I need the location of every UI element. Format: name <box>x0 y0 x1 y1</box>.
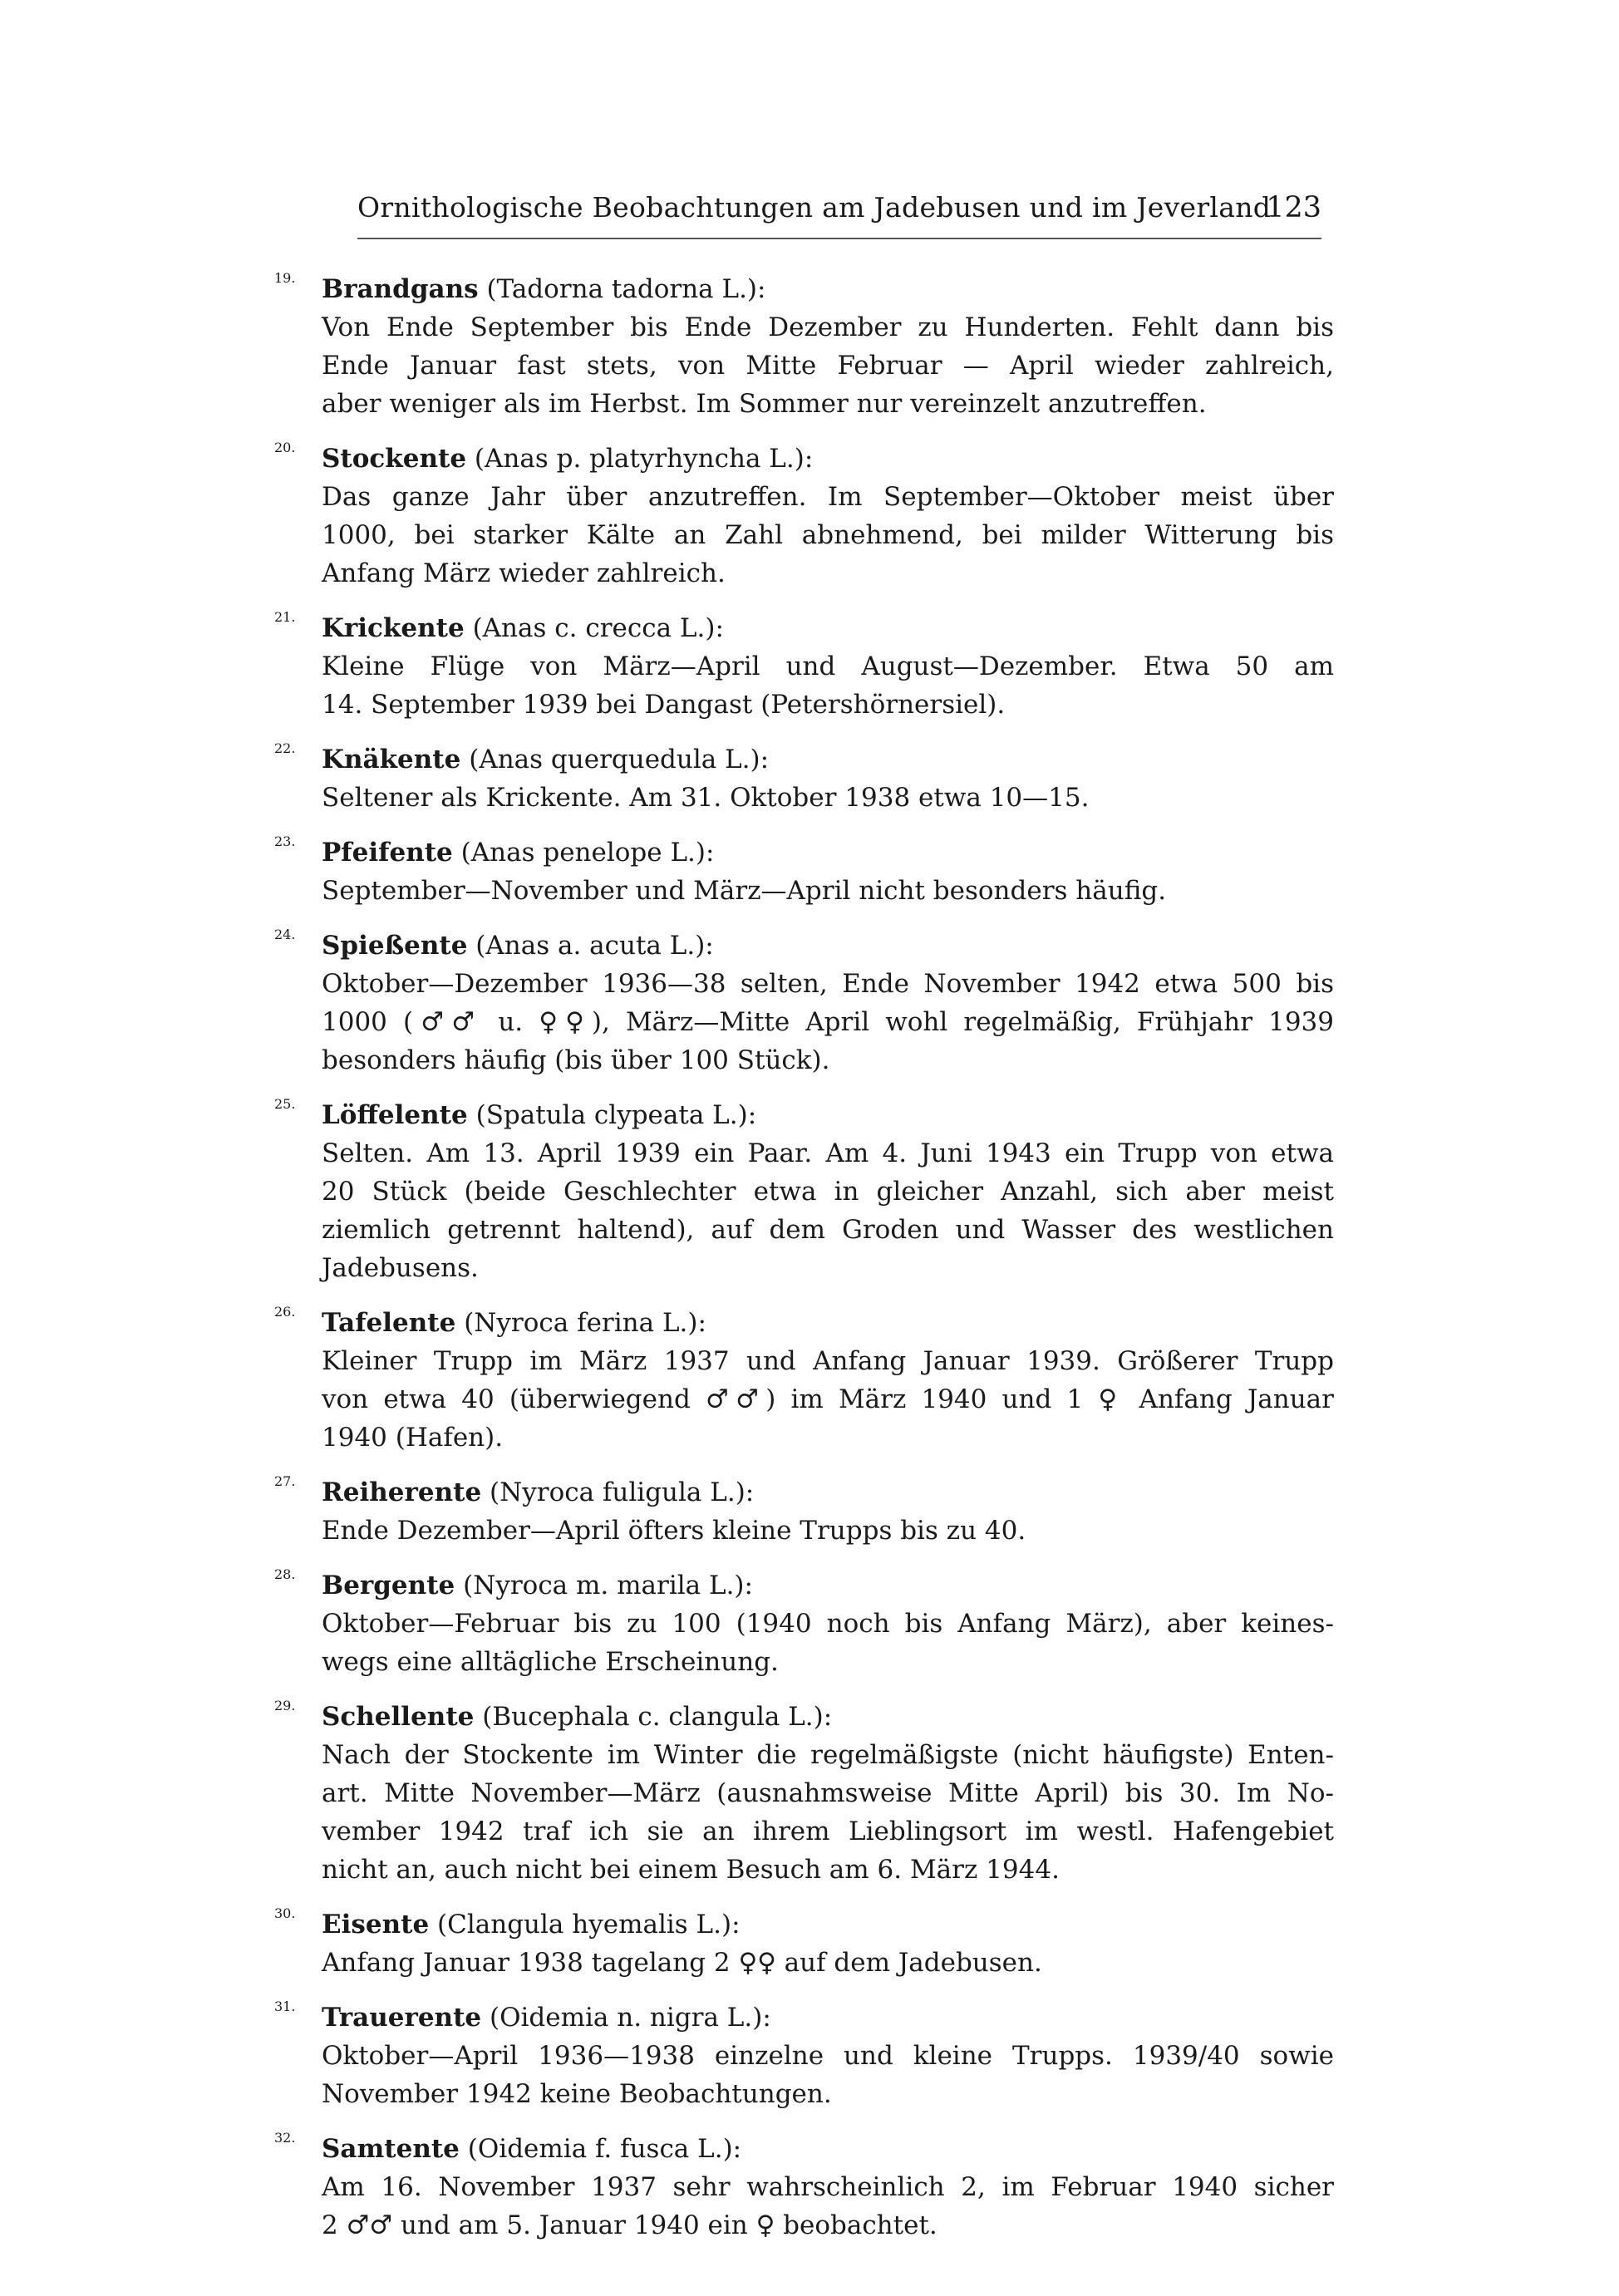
latin-name: (Oidemia f. fusca L.): <box>467 2134 742 2164</box>
species-name: Knäkente <box>322 745 461 774</box>
entry-number: 25. <box>274 1096 296 1112</box>
species-entry <box>274 270 1334 423</box>
entry-number: 30. <box>274 1905 296 1921</box>
species-list <box>274 270 1334 2261</box>
entry-text-line: 20 Stück (beide Geschlechter etwa in gleicher Anzahl, sich aber meist <box>322 1177 1334 1207</box>
entry-number: 21. <box>274 609 296 625</box>
latin-name: (Clangula hyemalis L.): <box>437 1910 741 1940</box>
latin-name: (Anas a. acuta L.): <box>475 931 714 961</box>
entry-text-line: Oktober—April 1936—1938 einzelne und kleine Trupps. 1939/40 sowie <box>322 2041 1334 2071</box>
species-name: Samtente <box>322 2134 460 2164</box>
entry-text-line: 1000 (♂♂ u. ♀♀), März—Mitte April wohl regelmäßig, Frühjahr 1939 <box>322 1007 1334 1037</box>
latin-name: (Tadorna tadorna L.): <box>486 274 766 304</box>
species-entry <box>274 1566 1334 1681</box>
entry-heading <box>274 2130 1334 2168</box>
species-name: Krickente <box>322 613 465 643</box>
species-entry <box>274 740 1334 817</box>
latin-name: (Nyroca fuligula L.): <box>490 1477 755 1507</box>
species-entry <box>274 1096 1334 1287</box>
latin-name: (Anas c. crecca L.): <box>472 613 724 643</box>
entry-heading <box>274 740 1334 779</box>
species-entry <box>274 609 1334 724</box>
entry-text-line: Anfang Januar 1938 tagelang 2 ♀♀ auf dem Jadebusen. <box>322 1948 1042 1978</box>
species-name: Stockente <box>322 444 467 474</box>
entry-heading <box>274 1698 1334 1736</box>
entry-text-line: Oktober—Dezember 1936—38 selten, Ende November 1942 etwa 500 bis <box>322 969 1334 999</box>
entry-number: 26. <box>274 1304 296 1320</box>
entry-heading <box>274 1999 1334 2037</box>
running-title: Ornithologische Beobachtungen am Jadebusen und im Jeverland <box>357 191 1272 224</box>
species-name: Tafelente <box>322 1308 456 1338</box>
entry-text-line: Kleine Flüge von März—April und August—Dezember. Etwa 50 am <box>322 651 1334 681</box>
entry-text-line: Von Ende September bis Ende Dezember zu Hunderten. Fehlt dann bis <box>322 312 1334 342</box>
entry-text-line: Das ganze Jahr über anzutreffen. Im September—Oktober meist über <box>322 482 1334 512</box>
entry-heading <box>274 440 1334 478</box>
entry-text-line: Ende Dezember—April öfters kleine Trupps bis zu 40. <box>322 1516 1026 1546</box>
latin-name: (Anas querquedula L.): <box>469 745 770 774</box>
species-name: Schellente <box>322 1702 475 1732</box>
entry-number: 22. <box>274 740 296 756</box>
entry-number: 31. <box>274 1999 296 2014</box>
species-entry <box>274 927 1334 1079</box>
species-entry <box>274 1698 1334 1889</box>
species-entry <box>274 2130 1334 2244</box>
species-name: Eisente <box>322 1910 430 1940</box>
entry-text-line: 1940 (Hafen). <box>322 1423 504 1453</box>
entry-number: 27. <box>274 1473 296 1489</box>
running-header <box>357 187 1321 237</box>
entry-text-line: Seltener als Krickente. Am 31. Oktober 1938 etwa 10—15. <box>322 783 1090 813</box>
entry-heading <box>274 927 1334 965</box>
entry-text-line: Kleiner Trupp im März 1937 und Anfang Januar 1939. Größerer Trupp <box>322 1346 1334 1376</box>
species-name: Trauerente <box>322 2003 482 2033</box>
entry-text-line: 14. September 1939 bei Dangast (Petershörnersiel). <box>322 690 1006 720</box>
entry-heading <box>274 1905 1334 1944</box>
entry-heading <box>274 609 1334 647</box>
latin-name: (Nyroca ferina L.): <box>464 1308 706 1338</box>
entry-number: 32. <box>274 2130 296 2146</box>
entry-text-line: besonders häufig (bis über 100 Stück). <box>322 1045 830 1075</box>
page-number: 123 <box>1266 191 1321 224</box>
entry-text-line: Oktober—Februar bis zu 100 (1940 noch bis Anfang März), aber keines- <box>322 1609 1334 1639</box>
species-entry <box>274 440 1334 592</box>
entry-text-line: Selten. Am 13. April 1939 ein Paar. Am 4. Juni 1943 ein Trupp von etwa <box>322 1138 1334 1168</box>
species-entry <box>274 1905 1334 1982</box>
entry-heading <box>274 833 1334 872</box>
entry-text-line: ziemlich getrennt haltend), auf dem Groden und Wasser des westlichen <box>322 1215 1334 1245</box>
latin-name: (Anas penelope L.): <box>460 838 715 868</box>
entry-text-line: vember 1942 traf ich sie an ihrem Lieblingsort im westl. Hafengebiet <box>322 1817 1334 1846</box>
entry-text-line: 2 ♂♂ und am 5. Januar 1940 ein ♀ beobachtet. <box>322 2210 937 2240</box>
species-entry <box>274 1473 1334 1550</box>
entry-text-line: November 1942 keine Beobachtungen. <box>322 2079 832 2109</box>
entry-heading <box>274 270 1334 308</box>
latin-name: (Spatula clypeata L.): <box>475 1100 757 1130</box>
species-name: Löffelente <box>322 1100 468 1130</box>
entry-text-line: Ende Januar fast stets, von Mitte Februar — April wieder zahlreich, <box>322 351 1334 381</box>
latin-name: (Anas p. platyrhyncha L.): <box>474 444 814 474</box>
latin-name: (Bucephala c. clangula L.): <box>482 1702 833 1732</box>
entry-text-line: Jadebusens. <box>322 1253 479 1283</box>
species-name: Bergente <box>322 1571 455 1600</box>
entry-number: 29. <box>274 1698 296 1713</box>
entry-text-line: Nach der Stockente im Winter die regelmäßigste (nicht häufigste) Enten- <box>322 1740 1334 1770</box>
species-name: Spießente <box>322 931 468 961</box>
entry-text-line: wegs eine alltägliche Erscheinung. <box>322 1647 779 1677</box>
entry-text-line: nicht an, auch nicht bei einem Besuch am 6. März 1944. <box>322 1855 1060 1885</box>
entry-heading <box>274 1473 1334 1512</box>
header-rule <box>357 238 1321 239</box>
entry-text-line: von etwa 40 (überwiegend ♂♂) im März 1940 und 1 ♀ Anfang Januar <box>322 1384 1334 1414</box>
entry-number: 20. <box>274 440 296 455</box>
entry-text-line: Anfang März wieder zahlreich. <box>322 558 726 588</box>
entry-heading <box>274 1566 1334 1605</box>
entry-text-line: aber weniger als im Herbst. Im Sommer nur vereinzelt anzutreffen. <box>322 389 1207 419</box>
entry-text-line: 1000, bei starker Kälte an Zahl abnehmend, bei milder Witterung bis <box>322 520 1334 550</box>
species-entry <box>274 833 1334 910</box>
latin-name: (Oidemia n. nigra L.): <box>490 2003 771 2033</box>
species-name: Pfeifente <box>322 838 453 868</box>
entry-text-line: Am 16. November 1937 sehr wahrscheinlich 2, im Februar 1940 sicher <box>322 2172 1334 2202</box>
latin-name: (Nyroca m. marila L.): <box>463 1571 753 1600</box>
entry-number: 28. <box>274 1566 296 1582</box>
entry-number: 23. <box>274 833 296 849</box>
entry-number: 24. <box>274 927 296 942</box>
species-name: Reiherente <box>322 1477 482 1507</box>
species-entry <box>274 1999 1334 2113</box>
entry-text-line: art. Mitte November—März (ausnahmsweise Mitte April) bis 30. Im No- <box>322 1778 1334 1808</box>
entry-heading <box>274 1304 1334 1342</box>
entry-text-line: September—November und März—April nicht besonders häufig. <box>322 876 1167 906</box>
species-entry <box>274 1304 1334 1457</box>
species-name: Brandgans <box>322 274 479 304</box>
entry-number: 19. <box>274 270 296 286</box>
entry-heading <box>274 1096 1334 1134</box>
